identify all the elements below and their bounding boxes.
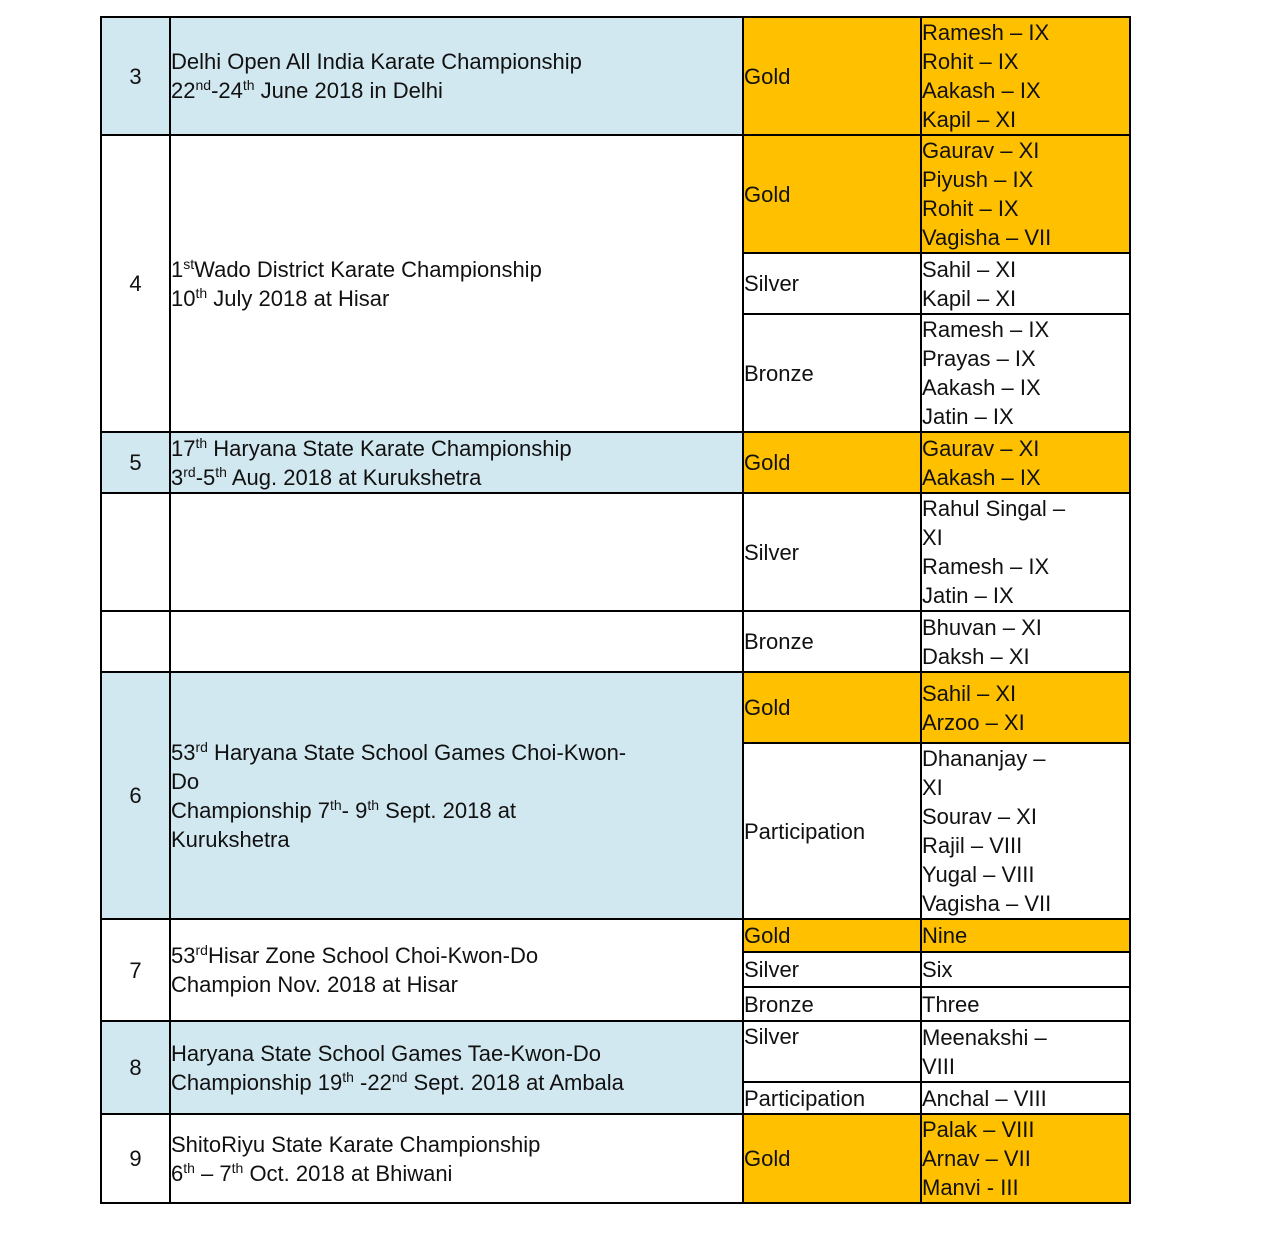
winner-name: Piyush – IX <box>922 167 1034 192</box>
serial-number-empty <box>101 611 170 672</box>
winner-names <box>921 1021 1130 1082</box>
winner-name: Sourav – XI <box>922 804 1037 829</box>
event-name: Delhi Open All India Karate Championship <box>171 49 582 74</box>
winner-names <box>921 432 1130 493</box>
winner-name: Arzoo – XI <box>922 709 1025 735</box>
winner-name: Bhuvan – XI <box>922 614 1042 640</box>
medal-count: Six <box>921 952 1130 987</box>
winner-name: Meenakshi – <box>922 1024 1047 1050</box>
winner-name: Manvi - III <box>922 1175 1019 1200</box>
serial-number: 5 <box>101 432 170 493</box>
winner-name: Rohit – IX <box>922 49 1019 74</box>
event-cell <box>170 1114 743 1203</box>
winner-name: Vagisha – VII <box>922 891 1052 916</box>
event-cell <box>170 432 743 493</box>
event-date: Championship 19th -22nd Sept. 2018 at Ambala <box>171 1068 624 1095</box>
winner-name: Gaurav – XI <box>922 435 1040 461</box>
serial-number: 4 <box>101 135 170 432</box>
event-date: 22nd-24th June 2018 in Delhi <box>171 77 443 103</box>
winner-name: Jatin – IX <box>922 404 1014 429</box>
winner-name: Ramesh – IX <box>922 317 1050 342</box>
medal-gold: Gold <box>743 135 921 253</box>
event-cell-empty <box>170 611 743 672</box>
winner-name: Anchal – VIII <box>921 1082 1130 1114</box>
medal-silver: Silver <box>743 952 921 987</box>
winner-name: Rahul Singal – <box>922 496 1066 521</box>
event-name: 53rdHisar Zone School Choi-Kwon-Do <box>171 942 539 968</box>
serial-number: 8 <box>101 1021 170 1114</box>
winner-names <box>921 743 1130 919</box>
event-date: 6th – 7th Oct. 2018 at Bhiwani <box>171 1159 453 1186</box>
event-date: Championship 7th- 9th Sept. 2018 at <box>171 796 517 823</box>
winner-name: Sahil – XI <box>922 256 1017 282</box>
serial-number: 6 <box>101 672 170 919</box>
event-venue: Kurukshetra <box>171 826 290 852</box>
event-date: Champion Nov. 2018 at Hisar <box>171 972 458 997</box>
winner-name: Aakash – IX <box>922 78 1041 103</box>
medal-silver: Silver <box>743 1021 921 1082</box>
winner-name: Palak – VIII <box>922 1117 1035 1142</box>
winner-name: Vagisha – VII <box>922 225 1052 250</box>
serial-number-empty <box>101 493 170 611</box>
event-name: 1stWado District Karate Championship <box>171 255 542 282</box>
serial-number: 7 <box>101 919 170 1021</box>
event-name: ShitoRiyu State Karate Championship <box>171 1131 541 1157</box>
medal-participation: Participation <box>743 743 921 919</box>
winner-names <box>921 135 1130 253</box>
event-cell <box>170 1021 743 1114</box>
medal-silver: Silver <box>743 253 921 314</box>
table-row <box>101 919 1130 952</box>
winner-name: Jatin – IX <box>922 583 1014 608</box>
event-cell <box>170 672 743 919</box>
table-row <box>101 1114 1130 1203</box>
winner-name: Daksh – XI <box>922 643 1030 669</box>
medal-bronze: Bronze <box>743 987 921 1021</box>
table-row <box>101 611 1130 672</box>
serial-number: 3 <box>101 17 170 135</box>
winner-name: XI <box>922 775 943 800</box>
winner-name: VIII <box>922 1053 956 1079</box>
event-name-cont: Do <box>171 768 200 794</box>
medal-gold: Gold <box>743 919 921 952</box>
medal-silver: Silver <box>743 493 921 611</box>
winner-names <box>921 253 1130 314</box>
winner-name: Yugal – VIII <box>922 862 1035 887</box>
serial-number: 9 <box>101 1114 170 1203</box>
winner-names <box>921 1114 1130 1203</box>
winner-names <box>921 314 1130 432</box>
table-row <box>101 17 1130 135</box>
event-date: 10th July 2018 at Hisar <box>171 284 390 311</box>
winner-names <box>921 17 1130 135</box>
table-row <box>101 1021 1130 1082</box>
medal-gold: Gold <box>743 1114 921 1203</box>
event-cell <box>170 135 743 432</box>
winner-name: Ramesh – IX <box>922 554 1050 579</box>
winner-names <box>921 672 1130 743</box>
winner-name: Gaurav – XI <box>922 138 1040 163</box>
winner-name: Aakash – IX <box>922 464 1041 490</box>
event-name: 17th Haryana State Karate Championship <box>171 434 572 461</box>
medal-bronze: Bronze <box>743 611 921 672</box>
medal-bronze: Bronze <box>743 314 921 432</box>
table-row <box>101 493 1130 611</box>
medal-count: Nine <box>921 919 1130 952</box>
medal-participation: Participation <box>743 1082 921 1114</box>
event-cell <box>170 17 743 135</box>
winner-name: Aakash – IX <box>922 375 1041 400</box>
event-date: 3rd-5th Aug. 2018 at Kurukshetra <box>171 463 482 490</box>
winner-name: Arnav – VII <box>922 1146 1031 1171</box>
winner-names <box>921 611 1130 672</box>
winner-name: Kapil – XI <box>922 285 1017 311</box>
event-cell-empty <box>170 493 743 611</box>
winner-name: Dhananjay – <box>922 746 1046 771</box>
medal-gold: Gold <box>743 672 921 743</box>
table-row <box>101 135 1130 253</box>
winner-name: Rajil – VIII <box>922 833 1023 858</box>
winner-name: Prayas – IX <box>922 346 1036 371</box>
winner-name: Rohit – IX <box>922 196 1019 221</box>
table-row <box>101 672 1130 743</box>
medal-count: Three <box>921 987 1130 1021</box>
medal-gold: Gold <box>743 17 921 135</box>
winner-name: Sahil – XI <box>922 680 1017 706</box>
winner-name: Ramesh – IX <box>922 20 1050 45</box>
event-name: 53rd Haryana State School Games Choi-Kwon- <box>171 738 627 765</box>
event-cell <box>170 919 743 1021</box>
winner-name: Kapil – XI <box>922 107 1017 132</box>
table-row <box>101 432 1130 493</box>
winner-name: XI <box>922 525 943 550</box>
medal-gold: Gold <box>743 432 921 493</box>
results-table <box>100 16 1131 1204</box>
event-name: Haryana State School Games Tae-Kwon-Do <box>171 1040 602 1066</box>
winner-names <box>921 493 1130 611</box>
